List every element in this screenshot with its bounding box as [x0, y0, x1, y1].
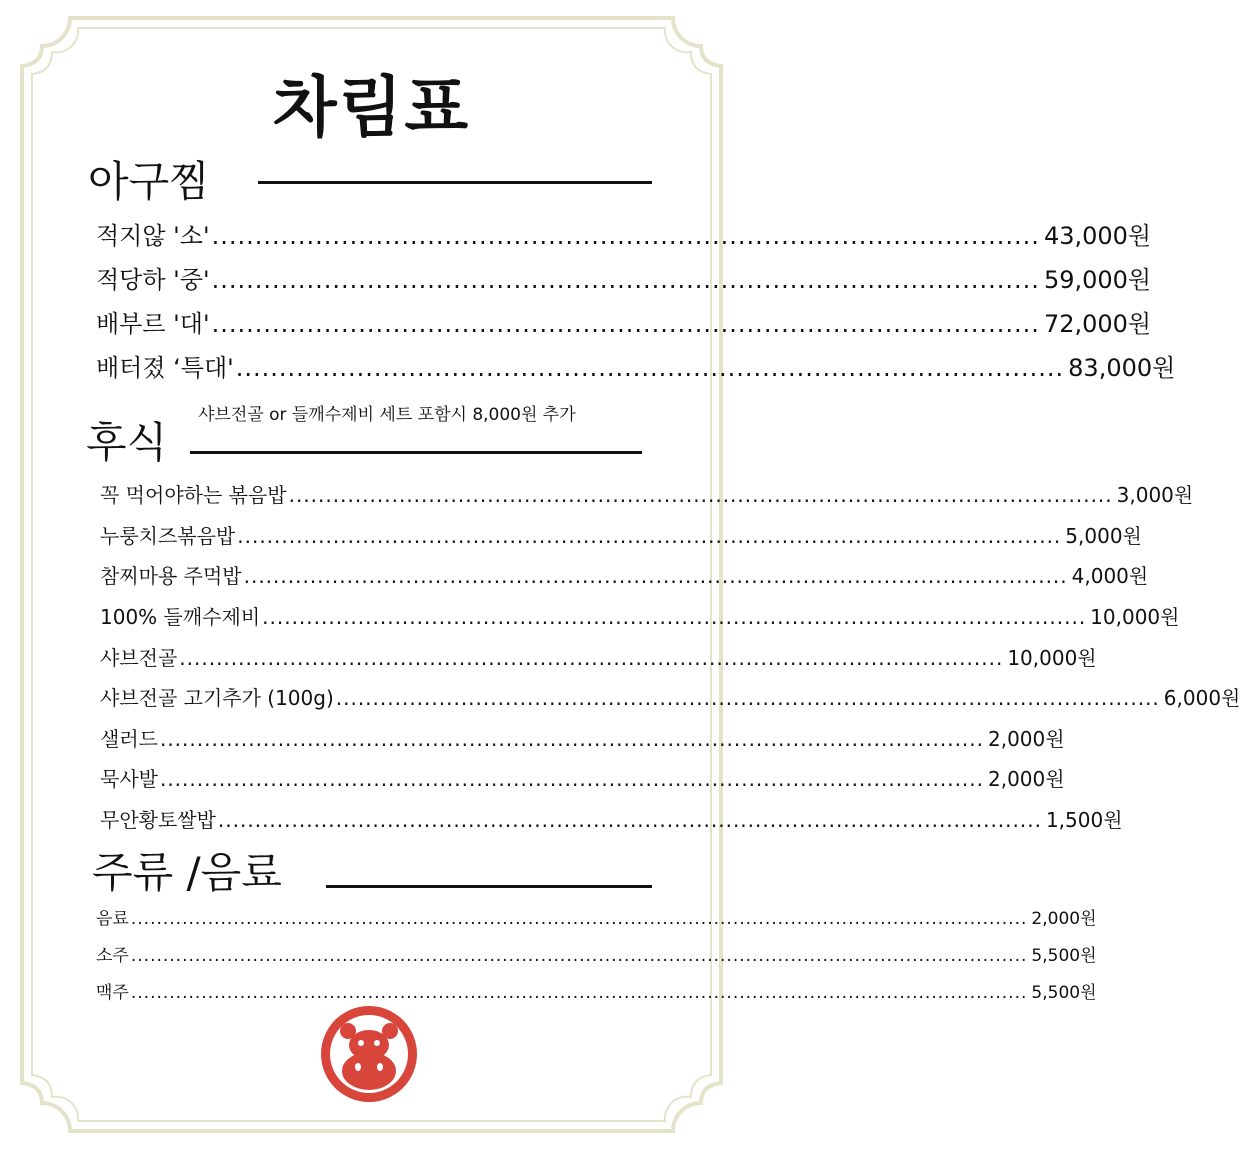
list-item [84, 945, 1097, 967]
dot-leader: ............................................................................................................................................ [130, 983, 1028, 1003]
dot-leader: ................................................................................................ [235, 354, 1065, 382]
list-item [86, 726, 1065, 752]
item-name: 무안황토쌀밥 [100, 808, 216, 832]
dot-leader: ................................................................................................................ [288, 483, 1113, 507]
list-item [82, 309, 1152, 339]
item-price: 2,000원 [988, 767, 1065, 791]
item-name: 맥주 [96, 983, 129, 1003]
item-price: 5,000원 [1065, 524, 1142, 548]
dot-leader: ................................................................................................ [211, 222, 1040, 250]
list-item [86, 645, 1097, 671]
dot-leader: ................................................................................................................ [159, 727, 984, 751]
item-name: 샤브전골 [100, 646, 178, 670]
item-price: 3,000원 [1116, 483, 1194, 507]
list-item [82, 265, 1152, 295]
item-name: 묵사발 [100, 767, 158, 791]
list-item [84, 908, 1097, 930]
section-divider [326, 885, 652, 888]
item-price: 72,000원 [1043, 310, 1152, 338]
item-price: 59,000원 [1043, 266, 1152, 294]
dot-leader: ................................................................................................ [211, 310, 1040, 338]
menu-title: 차림표 [272, 69, 471, 146]
item-price: 5,500원 [1031, 983, 1097, 1003]
list-item [84, 982, 1097, 1004]
section-heading-agujjim: 아구찜 [88, 157, 210, 206]
item-price: 1,500원 [1045, 808, 1123, 832]
item-name: 샤브전골 고기추가 (100g) [100, 686, 334, 710]
list-item [86, 604, 1180, 630]
set-note: 샤브전골 or 들깨수제비 세트 포함시 8,000원 추가 [198, 405, 576, 425]
list-item [86, 523, 1142, 549]
dot-leader: ............................................................................................................................................ [130, 946, 1028, 966]
section-divider [190, 451, 642, 454]
item-name: 100% 들깨수제비 [100, 605, 261, 629]
list-item [86, 482, 1194, 508]
item-price: 43,000원 [1043, 222, 1152, 250]
item-price: 83,000원 [1068, 354, 1176, 382]
item-name: 꼭 먹어야하는 볶음밥 [100, 483, 287, 507]
item-price: 2,000원 [1031, 909, 1097, 929]
dot-leader: ............................................................................................................................................ [130, 909, 1028, 929]
dot-leader: ................................................................................................................ [237, 524, 1062, 548]
item-name: 샐러드 [100, 727, 158, 751]
dot-leader: ................................................................................................................ [179, 646, 1004, 670]
item-name: 배부르 '대' [96, 310, 210, 338]
list-item [82, 353, 1176, 383]
item-price: 4,000원 [1071, 564, 1149, 588]
list-item [86, 766, 1065, 792]
list-item [86, 807, 1123, 833]
list-item [86, 685, 1240, 711]
item-name: 배터졌 ‘특대' [96, 354, 234, 382]
item-name: 참찌마용 주먹밥 [100, 564, 242, 588]
section-heading-husik: 후식 [86, 418, 168, 467]
item-price: 5,500원 [1031, 946, 1097, 966]
dot-leader: ................................................................................................................ [217, 808, 1042, 832]
dot-leader: ................................................................................................................ [159, 767, 984, 791]
item-name: 적당하 '중' [96, 266, 210, 294]
hippo-logo-icon [318, 1003, 420, 1105]
item-price: 10,000원 [1007, 646, 1097, 670]
dot-leader: ................................................................................................................ [243, 564, 1068, 588]
list-item [82, 221, 1152, 251]
item-price: 6,000원 [1163, 686, 1240, 710]
item-price: 2,000원 [988, 727, 1065, 751]
item-name: 음료 [96, 909, 129, 929]
section-heading-drinks: 주류 /음료 [92, 848, 282, 897]
item-name: 소주 [96, 946, 129, 966]
section-divider [258, 181, 652, 184]
list-item [86, 563, 1149, 589]
item-name: 누룽치즈볶음밥 [100, 524, 236, 548]
dot-leader: ................................................................................................................ [262, 605, 1087, 629]
dot-leader: ................................................................................................ [211, 266, 1040, 294]
dot-leader: ................................................................................................................ [335, 686, 1160, 710]
item-name: 적지않 '소' [96, 222, 210, 250]
item-price: 10,000원 [1090, 605, 1180, 629]
